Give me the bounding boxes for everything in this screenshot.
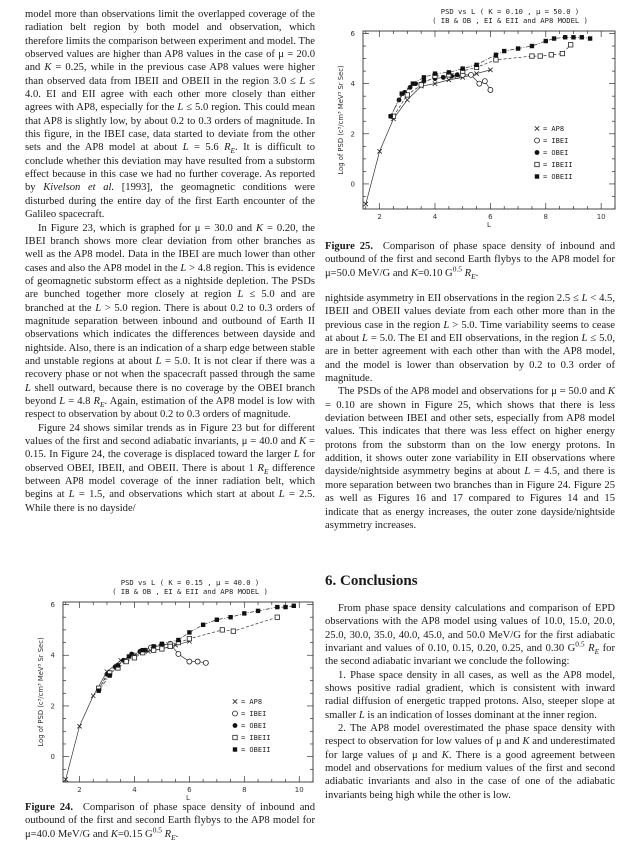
series-obeii — [388, 35, 592, 118]
x-tick-label: 8 — [242, 786, 247, 794]
x-tick-label: 10 — [596, 213, 606, 221]
section-heading-conclusions: 6. Conclusions — [325, 573, 418, 589]
figure-24-title-line-1: PSD vs L ( K = 0.15 , μ = 40.0 ) — [120, 578, 260, 587]
legend-entry: = IBEI — [241, 710, 267, 718]
figure-24-chart — [10, 596, 320, 800]
conclusion-intro: From phase space density calculations and comparison of EPD observations with the AP8 model using values of 10.0, 15.0, 20.0, 25.0, 30.0, 35.0, 40.0, 45.0, and 50.0 MeV/G for the first adiabatic invariant and values of 0.10, 0.15, 0.20, 0.25, and 0.30 $G^{0.5}$ $R_E$ for the second adiabatic invariant we conclude the following: — [325, 603, 615, 668]
y-tick-label: 4 — [350, 80, 355, 89]
legend-entry: = IBEII — [241, 734, 271, 742]
left-column-text — [25, 8, 315, 515]
legend-entry: = OBEII — [241, 746, 271, 754]
y-tick-label: 0 — [350, 180, 355, 189]
legend-entry: = OBEII — [543, 173, 573, 181]
x-tick-label: 2 — [377, 213, 382, 221]
x-tick-label: 10 — [294, 786, 304, 794]
x-tick-label: 4 — [132, 786, 137, 794]
x-tick-label: 2 — [77, 786, 82, 794]
right-column-text — [325, 292, 615, 532]
y-tick-label: 0 — [50, 753, 55, 762]
series-ibeii — [97, 615, 280, 690]
figure-24-caption-label: Figure 24. — [25, 802, 73, 813]
legend-entry: = OBEI — [543, 149, 569, 157]
paragraph-3: Figure 24 shows similar trends as in Figure 23 but for different values of the first and second adiabatic invariants, μ = 40.0 and K = 0.15. In Figure 24, the coverage is displaced toward the larger L for observed OBEI, IBEII, and OBEII. There is about 1 $R_E$ difference between AP8 model coverage of the inner radiation belt, which begins at L = 1.5, and observations which start at about L = 2.5. While there is no dayside/ — [25, 422, 315, 514]
paragraph-5: The PSDs of the AP8 model and observations for μ = 50.0 and K = 0.10 are shown in Figure 25, which shows that there is less deviation between IBEI and other sets, especially from AP8 model values. This indicates that there was less effect on higher energy protons from the substorm than on the low energy protons. In addition, it shows outer zone variability in EII observations where dayside/nightside asymmetry begins at about L = 4.5, and there is more separation between two branches than in Figure 24. Figure 25 as well as Figures 16 and 17 compared to Figures 14 and 15 indicate that as energy increases, the outer zone dayside/nightside asymmetry increases. — [325, 386, 615, 531]
conclusion-item-2: 2. The AP8 model overestimated the phase space density with respect to observation for low values of μ and K and underestimated for large values of μ and K. There is a good agreement between model and observations for medium values of the first and second adiabatic invariants and also in the case of one of the adiabatic invariants being high while the other is low. — [325, 723, 616, 801]
y-tick-label: 2 — [50, 702, 55, 711]
y-axis-label: Log of PSD (c³/cm³ MeV³ Sr Sec) — [37, 637, 45, 747]
y-axis-label: Log of PSD (c³/cm³ MeV³ Sr Sec) — [337, 65, 345, 175]
paragraph-1: model more than observations limit the overlapped coverage of the radiation belt region by both model and observation, which therefore limits the comparison between experiment and model. The observed values are higher than AP8 values in the case of μ = 20.0 and K = 0.25, while in the previous case AP8 values were higher than observed data from IBEII and OBEII in the region 3.0 ≤ L ≤ 4.0. EI and EII agree with each other more closely than either agrees with AP8, especially for the L ≤ 5.0 region. This could mean that AP8 is slightly low, by about 0.2 to 0.3 orders of magnitude. In this figure, in the IBEI case, data started to deviate from the other sets and the AP8 model at about L = 5.6 $R_E$. It is difficult to conclude whether this deviation may have resulted from a substorm effect because in this case we had no further coverage. As reported by Kivelson et al. [1993], the geomagnetic conditions were disturbed during the entire day of the first Earth encounter of the Galileo spacecraft. — [25, 9, 315, 221]
x-axis-label: L — [487, 221, 491, 229]
paragraph-4: nightside asymmetry in EII observations in the region 2.5 ≤ L < 4.5, IBEII and OBEII values deviate from each other more than in the previous case in the region L > 5.0. Time variability seems to cease at about L = 5.0. The EI and EII observations, in the region L ≤ 5.0, are in better agreement with each other than with the AP8 model, and the model is lower than observation by 0.2 to 0.3 order of magnitude. — [325, 293, 616, 385]
y-tick-label: 6 — [50, 601, 55, 610]
figure-25-title-line-1: PSD vs L ( K = 0.10 , μ = 50.0 ) — [440, 7, 580, 16]
x-axis-label: L — [186, 794, 190, 800]
x-tick-label: 6 — [488, 213, 493, 221]
y-tick-label: 6 — [350, 30, 355, 39]
legend-entry: = AP8 — [543, 125, 565, 133]
series-ibei — [455, 72, 493, 92]
series-obeii — [97, 604, 296, 693]
x-tick-label: 4 — [432, 213, 438, 221]
x-tick-label: 6 — [187, 786, 192, 794]
figure-25-caption: Figure 25. Comparison of phase space density of inbound and outbound of the first and second Earth flybys to the AP8 model for μ=50.0 MeV/G and K=0.10 $G^{0.5}$ $R_E$. — [325, 241, 615, 281]
series-ap8 — [364, 68, 493, 207]
figure-25-title-line-2: ( IB & OB , EI & EII and AP8 MODEL ) — [432, 16, 588, 25]
figure-25-chart — [320, 26, 620, 230]
figure-24-caption: Figure 24. Comparison of phase space density of inbound and outbound of the first and second Earth flybys to the AP8 model for μ=40.0 MeV/G and K=0.15 $G^{0.5}$ $R_E$. — [25, 802, 315, 842]
conclusions-text — [325, 602, 615, 802]
y-tick-label: 2 — [350, 130, 355, 139]
x-tick-label: 8 — [543, 213, 549, 221]
legend-entry: = IBEI — [543, 137, 569, 145]
figure-24-title-line-2: ( IB & OB , EI & EII and AP8 MODEL ) — [112, 587, 268, 596]
paragraph-2: In Figure 23, which is graphed for μ = 30.0 and K = 0.20, the IBEI branch shows more clear deviation from other branches as well as the AP8 model. Data in the IBEI are much lower than other cases and also the AP8 model in the L > 4.8 region. This is evidence of geomagnetic substorm effect as a nightside depletion. The PSDs are bunched together more closely at region L ≤ 5.0 and are branched at the L > 5.0 region. There is about 0.2 to 0.3 orders of magnitude separation between inbound and outbound of Earth II observations which indicates the differences between dayside and nightside. Also, there is an indication of a sharp edge between stable and unstable regions at about L = 5.0. It is not clear if there was a recovery phase or not when the spacecraft passed through the same L shell outward, because there is no coverage by the OBEI branch beyond L = 4.8 $R_E$. Again, estimation of the AP8 model is low with respect to observation by about 0.2 to 0.3 orders of magnitude. — [25, 222, 315, 421]
conclusion-item-1: 1. Phase space density in all cases, as well as the AP8 model, shows positive radial gradient, which is consistent with inward radial diffusion of energetic trapped protons. Also, steeper slope at smaller L is an indication of losses dominant at the inner region. — [325, 669, 615, 721]
legend-entry: = OBEI — [241, 722, 267, 730]
legend-entry: = AP8 — [241, 698, 263, 706]
legend-entry: = IBEII — [543, 161, 573, 169]
figure-25-caption-label: Figure 25. — [325, 241, 373, 252]
y-tick-label: 4 — [50, 651, 55, 660]
plot-frame — [363, 31, 615, 209]
